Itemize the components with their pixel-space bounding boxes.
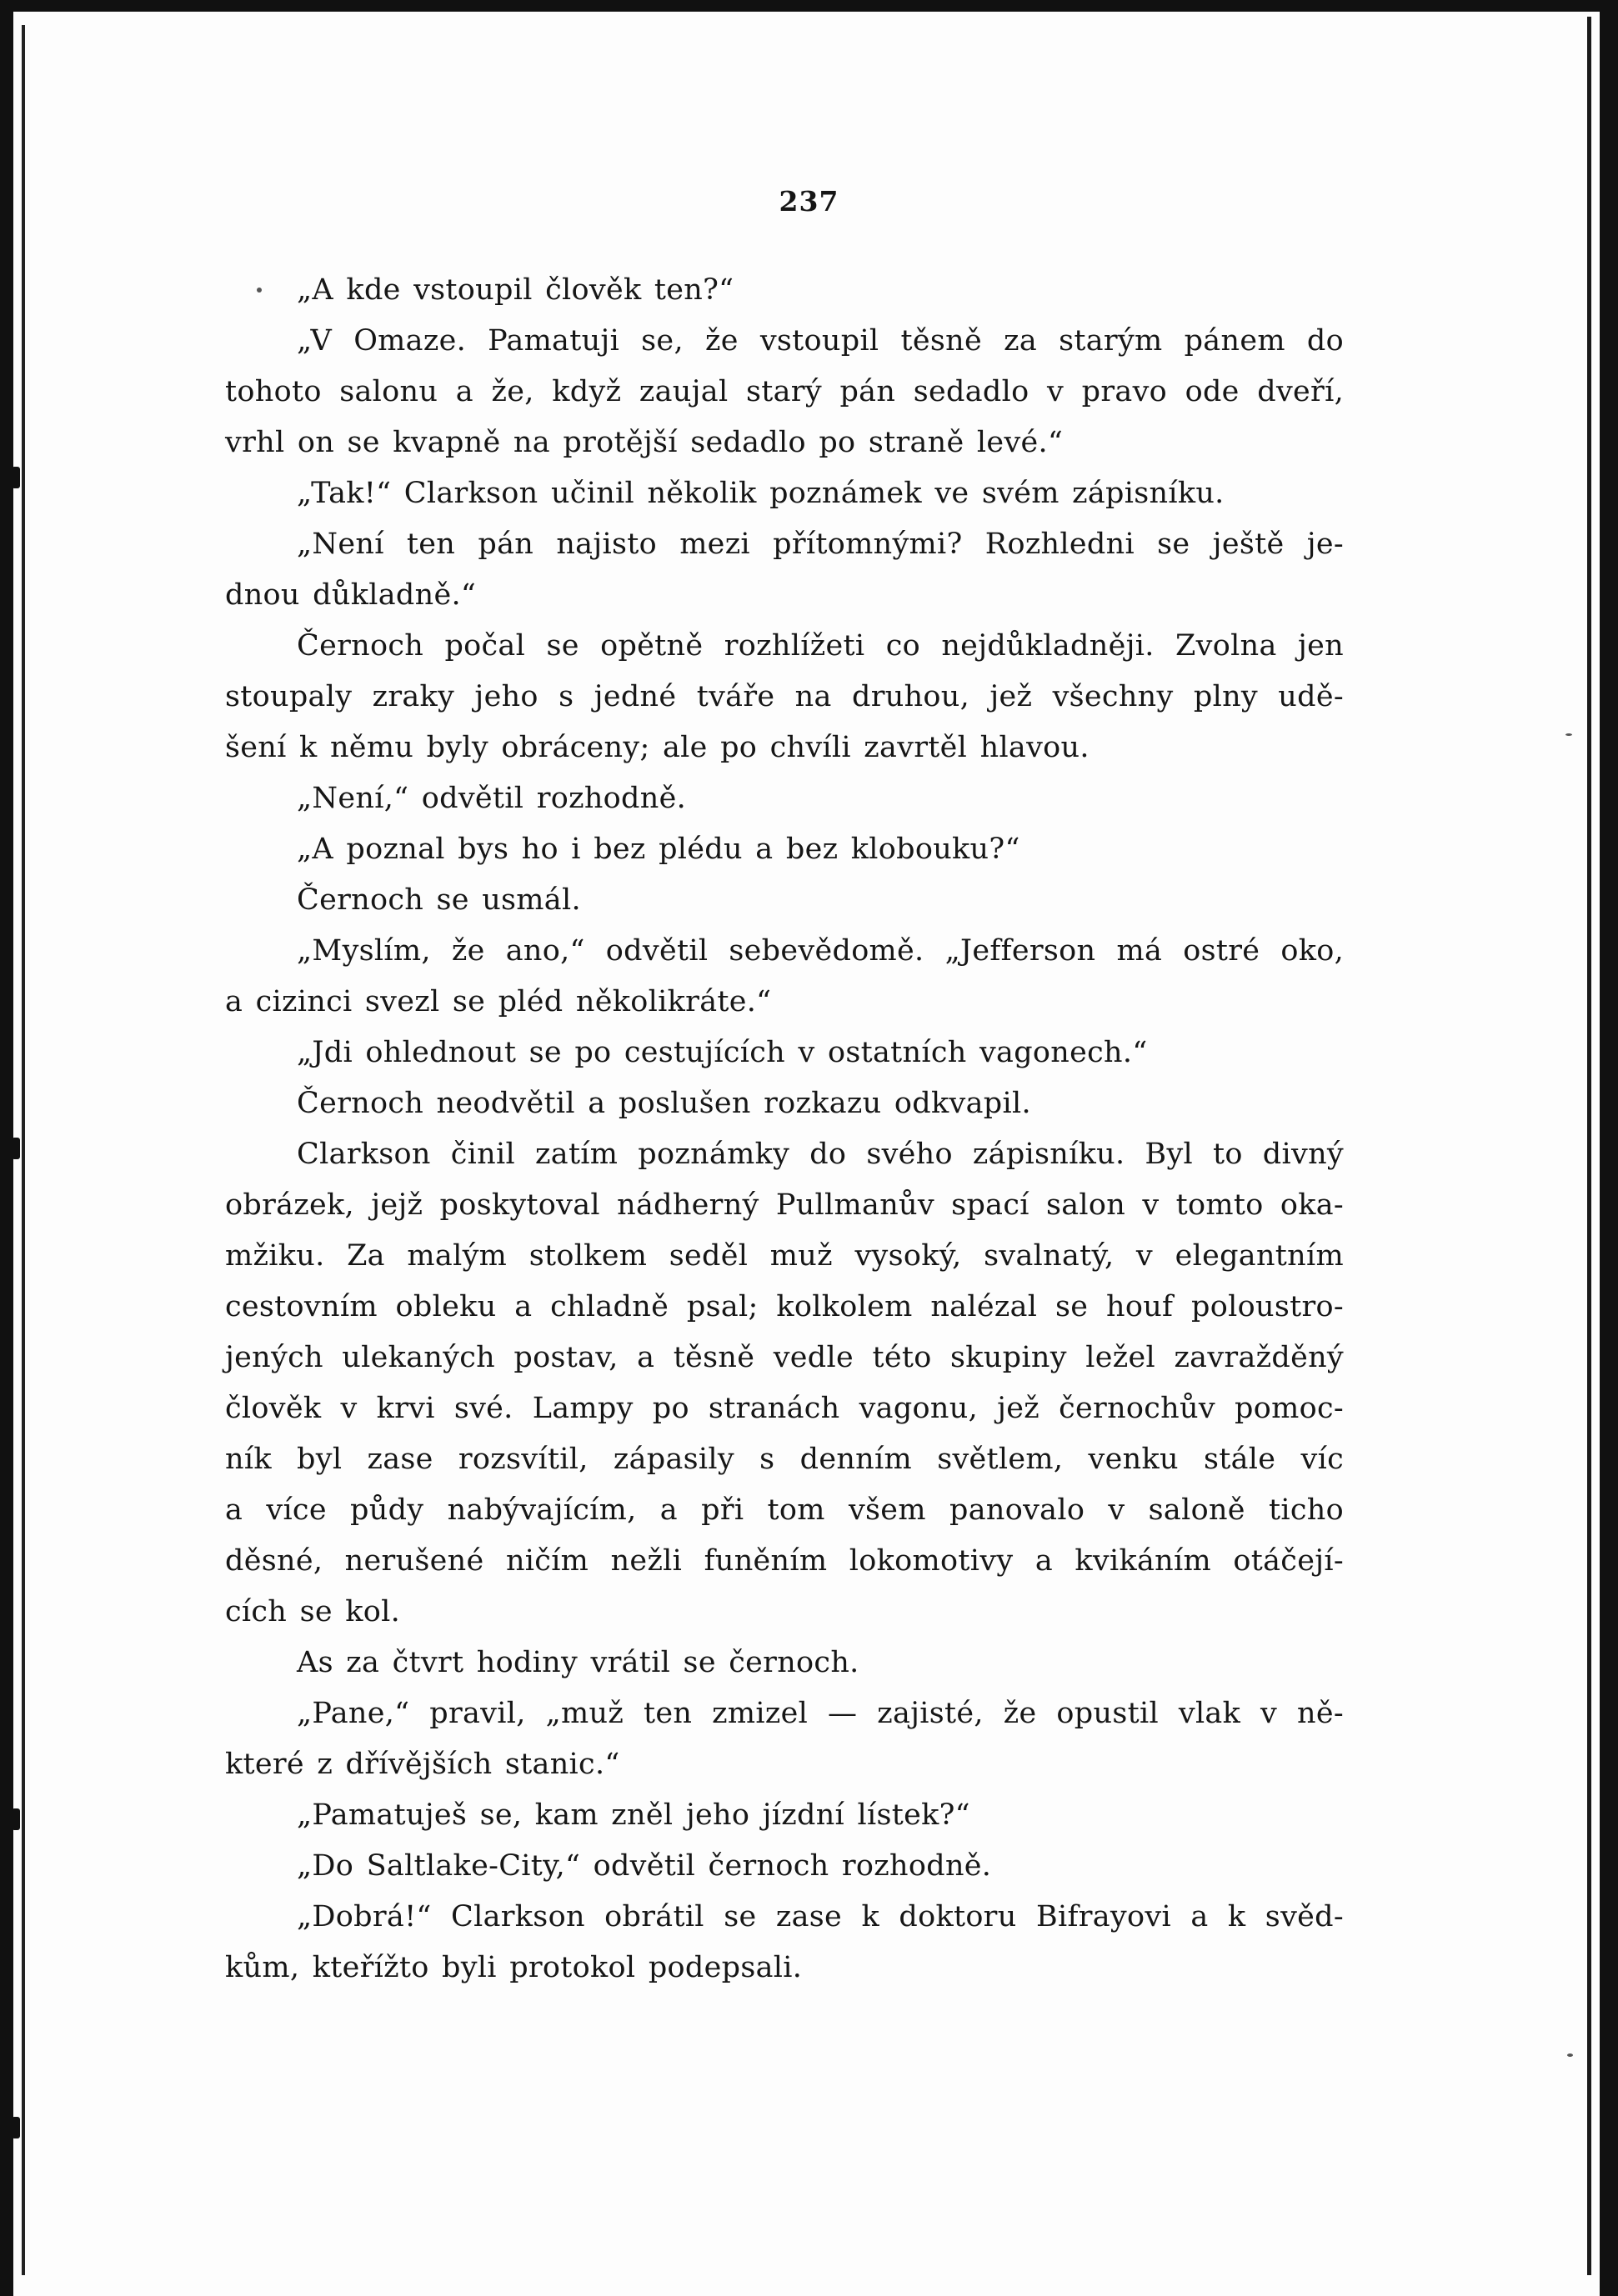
binding-notch (12, 2117, 20, 2138)
text-line: dnou důkladně.“ (225, 578, 477, 612)
text-line: As za čtvrt hodiny vrátil se černoch. (297, 1646, 859, 1679)
text-line: které z dřívějších stanic.“ (225, 1748, 620, 1781)
text-line: člověk v krvi své. Lampy po stranách vagonu, jež černochův pomoc- (225, 1392, 1344, 1425)
text-line: „Dobrá!“ Clarkson obrátil se zase k doktoru Bifrayovi a k svěd- (297, 1900, 1344, 1933)
text-line: obrázek, jejž poskytoval nádherný Pullmanův spací salon v tomto oka- (225, 1188, 1344, 1222)
binding-notch (12, 1808, 20, 1830)
text-line: cestovním obleku a chladně psal; kolkolem nalézal se houf poloustro- (225, 1290, 1344, 1323)
text-line: „Není ten pán najisto mezi přítomnými? Rozhledni se ještě je- (297, 528, 1344, 561)
scan-speck (1565, 733, 1572, 736)
scan-border-right (1600, 0, 1618, 2296)
text-line: tohoto salonu a že, když zaujal starý pán sedadlo v pravo ode dveří, (225, 375, 1344, 408)
text-line: „V Omaze. Pamatuji se, že vstoupil těsně za starým pánem do (297, 324, 1344, 358)
text-line: Černoch se usmál. (297, 883, 581, 917)
text-line: „Jdi ohlednout se po cestujících v ostatních vagonech.“ (297, 1036, 1148, 1069)
text-line: „Do Saltlake-City,“ odvětil černoch rozhodně. (297, 1849, 992, 1883)
text-line: cích se kol. (225, 1595, 401, 1628)
text-line: „Myslím, že ano,“ odvětil sebevědomě. „Jefferson má ostré oko, (297, 934, 1344, 968)
page-number: 237 (779, 185, 839, 218)
text-line: a cizinci svezl se pléd několikráte.“ (225, 985, 772, 1018)
text-line: jených ulekaných postav, a těsně vedle této skupiny ležel zavražděný (225, 1341, 1344, 1374)
text-line: „Tak!“ Clarkson učinil několik poznámek ve svém zápisníku. (297, 477, 1225, 510)
text-line: „Pamatuješ se, kam zněl jeho jízdní lístek?“ (297, 1798, 970, 1832)
scan-border-right-inner (1587, 17, 1591, 2275)
text-line: Černoch neodvětil a poslušen rozkazu odkvapil. (297, 1087, 1031, 1120)
text-line: stoupaly zraky jeho s jedné tváře na druhou, jež všechny plny udě- (225, 680, 1344, 713)
text-line: „A kde vstoupil člověk ten?“ (297, 273, 734, 307)
page-body-text (225, 265, 1344, 1993)
text-line: ník byl zase rozsvítil, zápasily s denním světlem, venku stále víc (225, 1443, 1344, 1476)
scan-speck (1567, 2053, 1573, 2057)
scan-border-top (0, 0, 1618, 12)
scan-border-left-inner (22, 25, 25, 2275)
text-line: „A poznal bys ho i bez plédu a bez klobouku?“ (297, 833, 1020, 866)
binding-notch (12, 1138, 20, 1159)
text-line: šení k němu byly obráceny; ale po chvíli zavrtěl hlavou. (225, 731, 1090, 764)
binding-notch (12, 467, 20, 488)
text-line: vrhl on se kvapně na protější sedadlo po straně levé.“ (225, 426, 1064, 459)
text-line: kům, kteřížto byli protokol podepsali. (225, 1951, 803, 1984)
text-line: a více půdy nabývajícím, a při tom všem panovalo v saloně ticho (225, 1493, 1344, 1527)
text-line: „Pane,“ pravil, „muž ten zmizel — zajisté, že opustil vlak v ně- (297, 1697, 1344, 1730)
text-line: Clarkson činil zatím poznámky do svého zápisníku. Byl to divný (297, 1138, 1344, 1171)
text-line: mžiku. Za malým stolkem seděl muž vysoký, svalnatý, v elegantním (225, 1239, 1344, 1273)
text-line: Černoch počal se opětně rozhlížeti co nejdůkladněji. Zvolna jen (297, 629, 1344, 663)
text-line: „Není,“ odvětil rozhodně. (297, 782, 687, 815)
text-line: děsné, nerušené ničím nežli funěním lokomotivy a kvikáním otáčejí- (225, 1544, 1344, 1578)
